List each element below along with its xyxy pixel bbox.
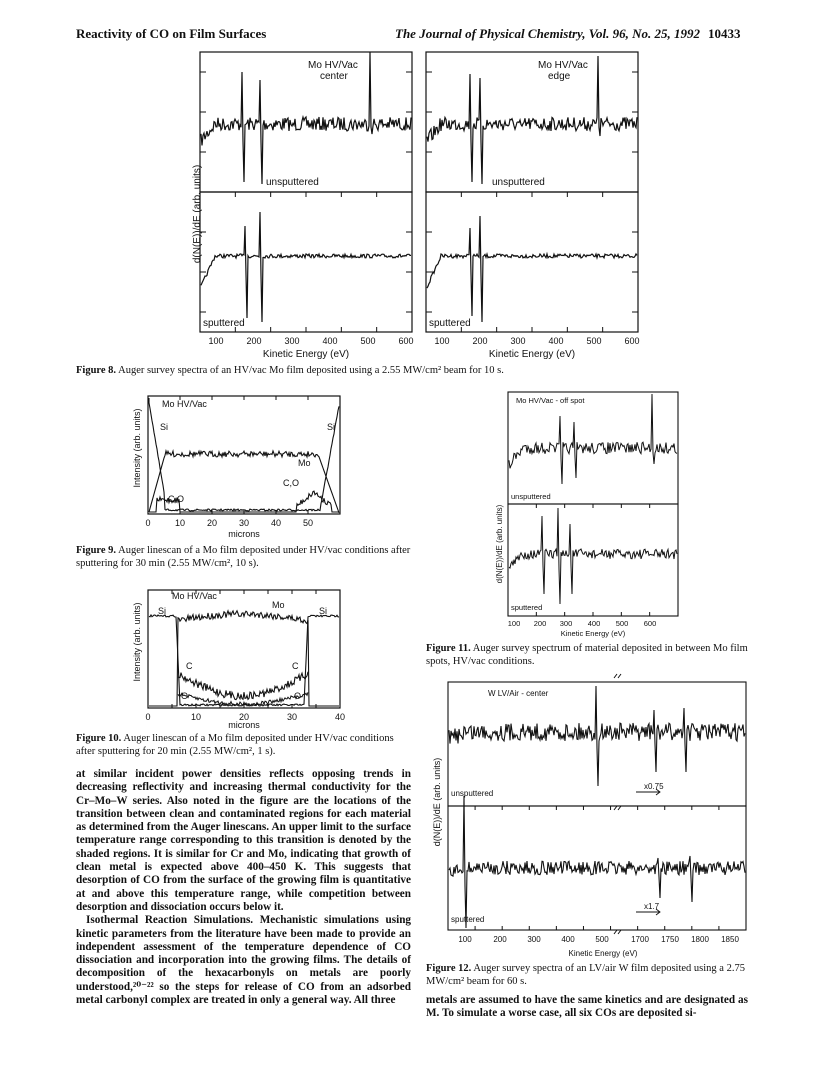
fig12-xlabel: Kinetic Energy (eV) xyxy=(568,949,638,958)
fig12-unsputtered-trace xyxy=(449,686,745,786)
fig9-xlabel: microns xyxy=(228,529,260,539)
fig8-left-x-tick-label: 200 xyxy=(246,336,262,346)
fig10-si-right-label: Si xyxy=(319,606,328,616)
fig12-sputtered-trace xyxy=(449,796,745,928)
figure-9-ylabel: Intensity (arb. units) xyxy=(132,408,142,488)
fig12-x-tick-label: 1700 xyxy=(631,935,649,944)
fig11-x-tick-label: 500 xyxy=(615,619,629,628)
fig9-x-tick-label: 20 xyxy=(206,518,218,528)
fig12-x-tick-label: 100 xyxy=(458,935,472,944)
figure-8-ylabel: d(N(E))/dE (arb. units) xyxy=(192,164,203,264)
fig12-sputtered-label: sputtered xyxy=(451,915,485,924)
fig11-bottom-frame xyxy=(508,504,678,616)
section-paragraph: Mechanistic simulations using kinetic parameters from the literature have been made to provide an independent assessment of the temperature dependence of CO dissociation and incorporation into the growing films. The details of decomposition of the hexacarbonyls on metals are poorly understood,²⁰⁻²² so the steps for release of CO from an adsorbed metal carbonyl complex are treated in only a general way. All three xyxy=(76,914,412,1007)
fig9-x-tick-label: 10 xyxy=(174,518,186,528)
fig12-scale-top: x0.75 xyxy=(644,782,664,791)
fig11-x-tick-label: 100 xyxy=(507,619,521,628)
figure-10-ylabel: Intensity (arb. units) xyxy=(132,602,142,682)
fig12-x-tick-label: 1850 xyxy=(721,935,739,944)
fig8-right-x-tick-label: 400 xyxy=(548,336,564,346)
fig8-right-top-frame xyxy=(426,52,638,192)
fig9-title: Mo HV/Vac xyxy=(162,399,207,409)
figure-8 xyxy=(180,44,650,364)
fig8-left-sputtered-trace xyxy=(201,212,411,322)
fig8-left-x-tick-label: 600 xyxy=(398,336,414,346)
fig12-x-tick-label: 1750 xyxy=(661,935,679,944)
fig8-right-x-tick-label: 600 xyxy=(624,336,640,346)
fig9-co-right-label: C,O xyxy=(283,478,300,488)
fig8-left-x-tick-label: 300 xyxy=(284,336,300,346)
fig10-si-left-label: Si xyxy=(158,606,167,616)
right-column-text: metals are assumed to have the same kinetics and are designated as M. To simulate a worse case, all six COs are deposited si- xyxy=(426,994,748,1020)
figure-9-caption-text: Auger linescan of a Mo film deposited under HV/vac conditions after sputtering for 30 min (2.55 MW/cm², 10 s). xyxy=(76,545,411,569)
fig12-unsputtered-label: unsputtered xyxy=(451,789,494,798)
fig10-x-tick-label: 20 xyxy=(238,712,250,722)
fig11-xlabel: Kinetic Energy (eV) xyxy=(560,629,626,638)
fig10-x-tick-label: 40 xyxy=(334,712,346,722)
fig8-left-x-tick-label: 100 xyxy=(208,336,224,346)
running-header-left: Reactivity of CO on Film Surfaces xyxy=(76,26,267,41)
fig9-mo-label: Mo xyxy=(298,458,311,468)
figure-12-caption xyxy=(426,962,748,988)
figure-12 xyxy=(428,672,753,962)
fig10-title: Mo HV/Vac xyxy=(172,591,217,601)
fig10-mo-trace xyxy=(149,611,339,706)
fig9-x-tick-label: 30 xyxy=(238,518,250,528)
fig8-right-bottom-frame xyxy=(426,192,638,332)
fig10-xlabel: microns xyxy=(228,720,260,730)
fig12-axis-break-marks xyxy=(614,674,621,934)
fig8-left-unsputtered-label: unsputtered xyxy=(266,177,319,188)
fig8-left-x-tick-label: 400 xyxy=(322,336,338,346)
fig8-left-title-2: center xyxy=(320,71,348,82)
fig8-right-title-2: edge xyxy=(548,71,571,82)
fig10-c-right-label: C xyxy=(292,661,299,671)
fig10-c-left-label: C xyxy=(186,661,193,671)
fig8-left-x-tick-label: 500 xyxy=(360,336,376,346)
fig8-right-unsputtered-trace xyxy=(427,56,637,184)
figure-12-caption-label: Figure 12. xyxy=(426,963,472,974)
fig11-x-tick-label: 600 xyxy=(643,619,657,628)
fig12-x-tick-label: 400 xyxy=(561,935,575,944)
fig11-x-tick-label: 300 xyxy=(559,619,573,628)
fig8-right-sputtered-label: sputtered xyxy=(429,318,471,329)
fig11-sputtered-trace xyxy=(509,508,677,604)
fig8-left-sputtered-label: sputtered xyxy=(203,318,245,329)
figure-8-caption-label: Figure 8. xyxy=(76,365,117,376)
figure-11-caption-text: Auger survey spectrum of material deposited in between Mo film spots, HV/vac conditions. xyxy=(426,643,748,667)
fig9-si-right-label: Si xyxy=(327,422,336,432)
fig11-x-tick-label: 400 xyxy=(587,619,601,628)
figure-11-caption xyxy=(426,642,748,668)
fig11-unsputtered-trace xyxy=(509,394,677,484)
fig10-o-right-label: O xyxy=(294,691,302,701)
fig8-right-title-1: Mo HV/Vac xyxy=(538,60,588,71)
figure-9 xyxy=(120,388,350,540)
fig8-left-xlabel: Kinetic Energy (eV) xyxy=(262,349,350,360)
fig10-x-tick-label: 30 xyxy=(286,712,298,722)
fig8-right-unsputtered-label: unsputtered xyxy=(492,177,545,188)
figure-8-caption xyxy=(76,364,756,377)
figure-9-caption-label: Figure 9. xyxy=(76,545,117,556)
fig12-scale-bottom: x1.7 xyxy=(644,902,660,911)
left-paragraph: at similar incident power densities reflects opposing trends in decreasing reflectivity and increasing thermal conductivity for the Cr–Mo–W series. Also noted in the figure are the locations of the transition between clean and contaminated regions for each material as determined from the Auger linescans. An upper limit to the surface temperature range corresponding to this transition is denoted by the shaded regions. It is similar for Cr and Mo, indicating that growth of clean metal is expected above 400–450 K. This suggests that desorption of CO from the surface of the growing film is quantitative at and above this temperature range, while competition between desorption and dissociation occurs below it. xyxy=(76,768,411,913)
fig12-title: W LV/Air - center xyxy=(488,689,549,698)
figure-11-ylabel: d(N(E))/dE (arb. units) xyxy=(495,504,504,584)
fig10-x-tick-label: 0 xyxy=(145,712,151,722)
fig10-mo-label: Mo xyxy=(272,600,285,610)
fig8-right-x-tick-label: 500 xyxy=(586,336,602,346)
figure-12-caption-text: Auger survey spectra of an LV/air W film deposited using a 2.75 MW/cm² beam for 60 s. xyxy=(426,963,745,987)
fig12-x-tick-label: 1800 xyxy=(691,935,709,944)
figure-10-caption xyxy=(76,732,411,758)
fig8-left-title-1: Mo HV/Vac xyxy=(308,60,358,71)
figure-8-caption-text: Auger survey spectra of an HV/vac Mo film deposited using a 2.55 MW/cm² beam for 10 s. xyxy=(118,365,504,376)
fig9-si-left-label: Si xyxy=(160,422,169,432)
fig9-x-tick-label: 40 xyxy=(270,518,282,528)
fig8-right-sputtered-trace xyxy=(427,216,637,322)
fig11-x-tick-label: 200 xyxy=(533,619,547,628)
fig8-right-xlabel: Kinetic Energy (eV) xyxy=(488,349,576,360)
fig9-co-left-label: C,O xyxy=(168,494,185,504)
figure-11 xyxy=(488,384,688,640)
fig8-left-bottom-frame xyxy=(200,192,412,332)
fig11-sputtered-label: sputtered xyxy=(511,603,543,612)
page-number: 10433 xyxy=(708,26,741,41)
fig9-x-tick-label: 50 xyxy=(302,518,314,528)
fig10-c-trace xyxy=(178,672,308,700)
figure-12-ylabel: d(N(E))/dE (arb. units) xyxy=(432,757,442,847)
fig11-unsputtered-label: unsputtered xyxy=(511,492,551,501)
figure-9-caption xyxy=(76,544,411,570)
fig12-x-tick-label: 300 xyxy=(527,935,541,944)
section-heading: Isothermal Reaction Simulations. xyxy=(86,914,254,927)
fig12-x-tick-label: 200 xyxy=(493,935,507,944)
fig9-x-tick-label: 0 xyxy=(145,518,151,528)
figure-10 xyxy=(120,582,350,730)
running-header-right xyxy=(395,26,741,42)
fig10-x-tick-label: 10 xyxy=(190,712,202,722)
fig11-title: Mo HV/Vac - off spot xyxy=(516,396,585,405)
figure-11-caption-label: Figure 11. xyxy=(426,643,471,654)
left-column-text xyxy=(76,768,411,1007)
journal-citation: The Journal of Physical Chemistry, Vol. 96, No. 25, 1992 xyxy=(395,26,701,41)
figure-10-caption-text: Auger linescan of a Mo film deposited under HV/vac conditions after sputtering for 20 min (2.55 MW/cm², 1 s). xyxy=(76,733,394,757)
fig8-right-x-tick-label: 100 xyxy=(434,336,450,346)
fig8-right-x-tick-label: 200 xyxy=(472,336,488,346)
fig8-right-x-tick-label: 300 xyxy=(510,336,526,346)
fig8-left-unsputtered-trace xyxy=(201,52,411,184)
figure-10-caption-label: Figure 10. xyxy=(76,733,122,744)
fig10-o-left-label: O xyxy=(181,691,189,701)
fig12-x-tick-label: 500 xyxy=(595,935,609,944)
